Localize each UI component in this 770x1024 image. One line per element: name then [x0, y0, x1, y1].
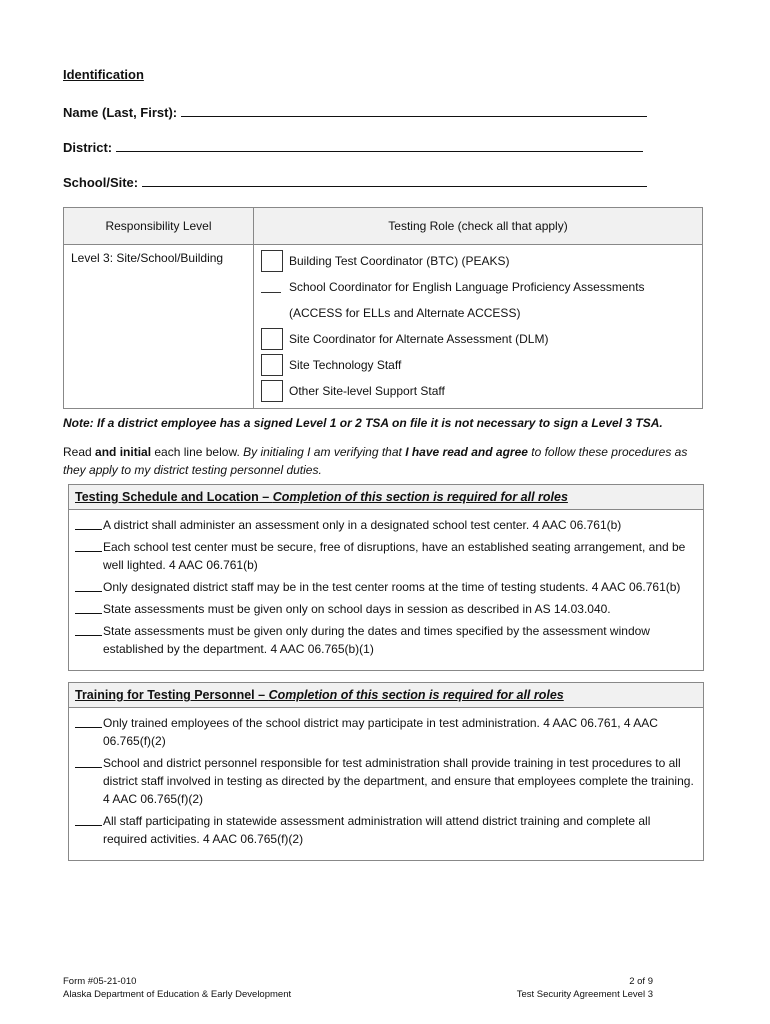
other-support-staff-checkbox[interactable]: [261, 380, 283, 402]
instructions-paragraph: [63, 443, 708, 479]
section-title: Training for Testing Personnel –: [75, 688, 269, 702]
item-text: State assessments must be given only during the dates and times specified by the assessment window established by the department. 4 AAC 06.765(b)(1): [103, 624, 650, 656]
btc-checkbox[interactable]: [261, 250, 283, 272]
intro-bold-text: and initial: [95, 445, 152, 459]
name-label: Name (Last, First):: [63, 105, 178, 120]
role-school-coordinator-elp: [261, 274, 696, 300]
testing-roles-cell: [254, 245, 703, 409]
section-training: [68, 682, 704, 861]
role-label: Site Coordinator for Alternate Assessment (DLM): [289, 332, 549, 346]
section-subtitle: Completion of this section is required for all roles: [268, 688, 564, 702]
school-site-blank-line[interactable]: [142, 174, 647, 187]
responsibility-level-header: Responsibility Level: [64, 208, 254, 245]
district-field: [63, 139, 643, 155]
department-name: Alaska Department of Education & Early Development: [63, 989, 292, 1000]
school-coordinator-elp-blank[interactable]: [261, 292, 281, 293]
responsibility-table: [63, 207, 703, 409]
list-item: [75, 578, 695, 596]
initial-blank[interactable]: [75, 622, 102, 636]
identification-heading: Identification: [63, 67, 144, 82]
role-site-coordinator-dlm: [261, 326, 696, 352]
footer-left: [63, 975, 291, 1001]
item-text: School and district personnel responsible for test administration shall provide training in test procedures to all district staff involved in testing as directed by the department, and ensure that employees complete the training. 4 AAC 06.765(f)(2): [103, 756, 694, 806]
role-school-coordinator-elp-continued: [261, 300, 696, 326]
role-site-technology-staff: [261, 352, 696, 378]
item-text: All staff participating in statewide assessment administration will attend district training and complete all required activities. 4 AAC 06.765(f)(2): [103, 814, 651, 846]
role-label: (ACCESS for ELLs and Alternate ACCESS): [289, 306, 521, 320]
list-item: [75, 538, 695, 574]
tsa-note: Note: If a district employee has a signed Level 1 or 2 TSA on file it is not necessary to sign a Level 3 TSA.: [63, 416, 663, 430]
name-field: [63, 104, 647, 120]
list-item: [75, 622, 695, 658]
item-text: State assessments must be given only on school days in session as described in AS 14.03.040.: [103, 602, 611, 616]
intro-italic-text: to follow these procedures as they apply to my district testing personnel duties.: [63, 445, 688, 477]
role-label: Other Site-level Support Staff: [289, 384, 445, 398]
footer-right: [517, 975, 653, 1001]
district-blank-line[interactable]: [116, 139, 643, 152]
intro-text: Read: [63, 445, 96, 459]
site-coordinator-dlm-checkbox[interactable]: [261, 328, 283, 350]
section-subtitle: Completion of this section is required for all roles: [272, 490, 568, 504]
section-testing-schedule: [68, 484, 704, 671]
initial-blank[interactable]: [75, 714, 102, 728]
name-blank-line[interactable]: [181, 104, 647, 117]
role-other-support-staff: [261, 378, 696, 404]
list-item: [75, 714, 695, 750]
role-btc: [261, 248, 696, 274]
role-label: School Coordinator for English Language Proficiency Assessments: [289, 280, 645, 294]
school-site-field: [63, 174, 647, 190]
initial-blank[interactable]: [75, 754, 102, 768]
list-item: [75, 812, 695, 848]
table-row: [64, 245, 703, 409]
document-title: Test Security Agreement Level 3: [516, 989, 653, 1000]
initial-blank[interactable]: [75, 516, 102, 530]
item-text: Each school test center must be secure, free of disruptions, have an established seating arrangement, and be well lighted. 4 AAC 06.761(b): [103, 540, 686, 572]
page-number: 2 of 9: [629, 976, 653, 987]
intro-bold-italic-text: I have read and agree: [405, 445, 528, 459]
section-heading: [69, 485, 703, 510]
list-item: [75, 516, 695, 534]
role-label: Site Technology Staff: [289, 358, 402, 372]
item-text: Only trained employees of the school district may participate in test administration. 4 AAC 06.761, 4 AAC 06.765(f)(2): [103, 716, 658, 748]
item-text: Only designated district staff may be in the test center rooms at the time of testing students. 4 AAC 06.761(b): [103, 580, 681, 594]
district-label: District:: [63, 140, 113, 155]
intro-text: each line below.: [151, 445, 244, 459]
section-heading: [69, 682, 703, 708]
item-text: A district shall administer an assessment only in a designated school test center. 4 AAC 06.761(b): [103, 518, 622, 532]
responsibility-level-cell: Level 3: Site/School/Building: [64, 245, 254, 409]
initial-blank[interactable]: [75, 578, 102, 592]
initial-blank[interactable]: [75, 812, 102, 826]
list-item: [75, 754, 695, 808]
role-label: Building Test Coordinator (BTC) (PEAKS): [289, 254, 510, 268]
testing-role-header: Testing Role (check all that apply): [254, 208, 703, 245]
list-item: [75, 600, 695, 618]
site-technology-staff-checkbox[interactable]: [261, 354, 283, 376]
section-title: Testing Schedule and Location –: [75, 490, 273, 504]
intro-italic-text: By initialing I am verifying that: [243, 445, 406, 459]
table-header-row: [64, 208, 703, 245]
initial-blank[interactable]: [75, 538, 102, 552]
school-site-label: School/Site:: [63, 175, 139, 190]
form-number: Form #05-21-010: [63, 976, 137, 987]
initial-blank[interactable]: [75, 600, 102, 614]
